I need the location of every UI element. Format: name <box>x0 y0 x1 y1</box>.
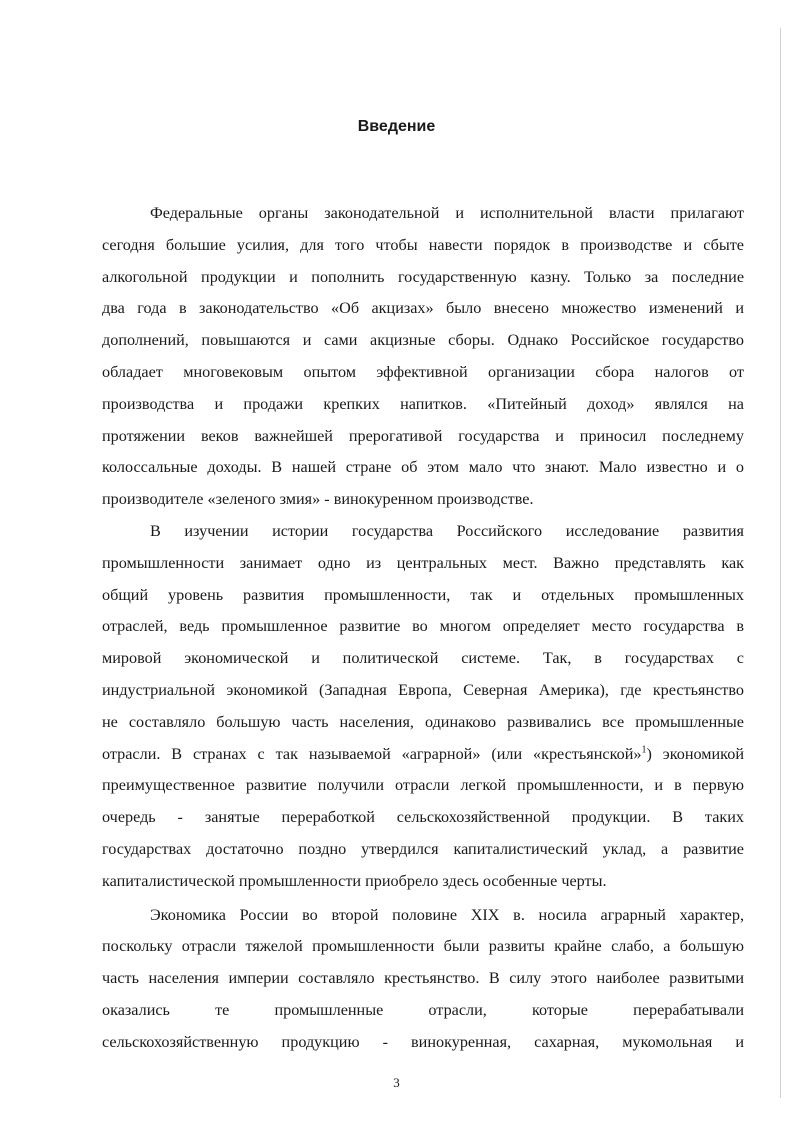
text-line: алкогольной продукции и пополнить государственную казну. Только за последние <box>102 267 744 286</box>
text-line: колоссальные доходы. В нашей стране об этом мало что знают. Мало известно и о <box>102 458 744 477</box>
text-line: производителе «зеленого змия» - винокуренном производстве. <box>102 490 534 509</box>
text-line: сельскохозяйственную продукцию - винокуренная, сахарная, мукомольная и <box>102 1032 744 1051</box>
text-line: преимущественное развитие получили отрасли легкой промышленности, и в первую <box>102 776 744 795</box>
footnote-line <box>102 739 744 771</box>
text-line: отраслей, ведь промышленное развитие во многом определяет место государства в <box>102 617 744 636</box>
text-line: дополнений, повышаются и сами акцизные сборы. Однако Российское государство <box>102 331 744 350</box>
text-line: производства и продажи крепких напитков. «Питейный доход» являлся на <box>102 394 744 413</box>
text-line: государствах достаточно поздно утвердился капиталистический уклад, а развитие <box>102 839 744 858</box>
body-text <box>102 198 744 1059</box>
text-line: часть населения империи составляло крестьянство. В силу этого наиболее развитыми <box>102 969 744 988</box>
text-line: протяжении веков важнейшей прерогативой государства и приносил последнему <box>102 426 744 445</box>
paragraph-3 <box>102 900 744 1059</box>
page-number: 3 <box>393 1075 400 1090</box>
text-fragment: отрасли. В странах с так называемой «аграрной» (или «крестьянской» <box>102 744 642 763</box>
text-line: два года в законодательство «Об акцизах» было внесено множество изменений и <box>102 299 744 318</box>
text-line: не составляло большую часть населения, одинаково развивались все промышленные <box>102 712 744 731</box>
scan-edge-line <box>780 28 781 1098</box>
text-line: сегодня большие усилия, для того чтобы навести порядок в производстве и сбыте <box>102 235 744 254</box>
text-line: Федеральные органы законодательной и исполнительной власти прилагают <box>150 204 744 222</box>
paragraph-1 <box>102 198 744 516</box>
footnote-reference[interactable]: 1 <box>641 744 647 756</box>
text-line: общий уровень развития промышленности, так и отдельных промышленных <box>102 585 744 604</box>
text-line: очередь - занятые переработкой сельскохозяйственной продукции. В таких <box>102 808 744 827</box>
page-title: Введение <box>357 118 436 135</box>
text-line: промышленности занимает одно из центральных мест. Важно представлять как <box>102 553 744 572</box>
text-line: капиталистической промышленности приобрело здесь особенные черты. <box>102 871 607 890</box>
text-line: мировой экономической и политической системе. Так, в государствах с <box>102 649 744 668</box>
text-line: оказались те промышленные отрасли, которые перерабатывали <box>102 1000 744 1019</box>
text-line: индустриальной экономикой (Западная Европа, Северная Америка), где крестьянство <box>102 680 744 699</box>
paragraph-2 <box>102 516 744 898</box>
text-fragment: ) экономикой <box>646 744 744 763</box>
text-line: В изучении истории государства Российского исследование развития <box>150 521 744 540</box>
text-line: поскольку отрасли тяжелой промышленности были развиты крайне слабо, а большую <box>102 937 744 956</box>
text-line: Экономика России во второй половине XIX в. носила аграрный характер, <box>150 905 744 924</box>
text-line: обладает многовековым опытом эффективной организации сбора налогов от <box>102 362 744 381</box>
